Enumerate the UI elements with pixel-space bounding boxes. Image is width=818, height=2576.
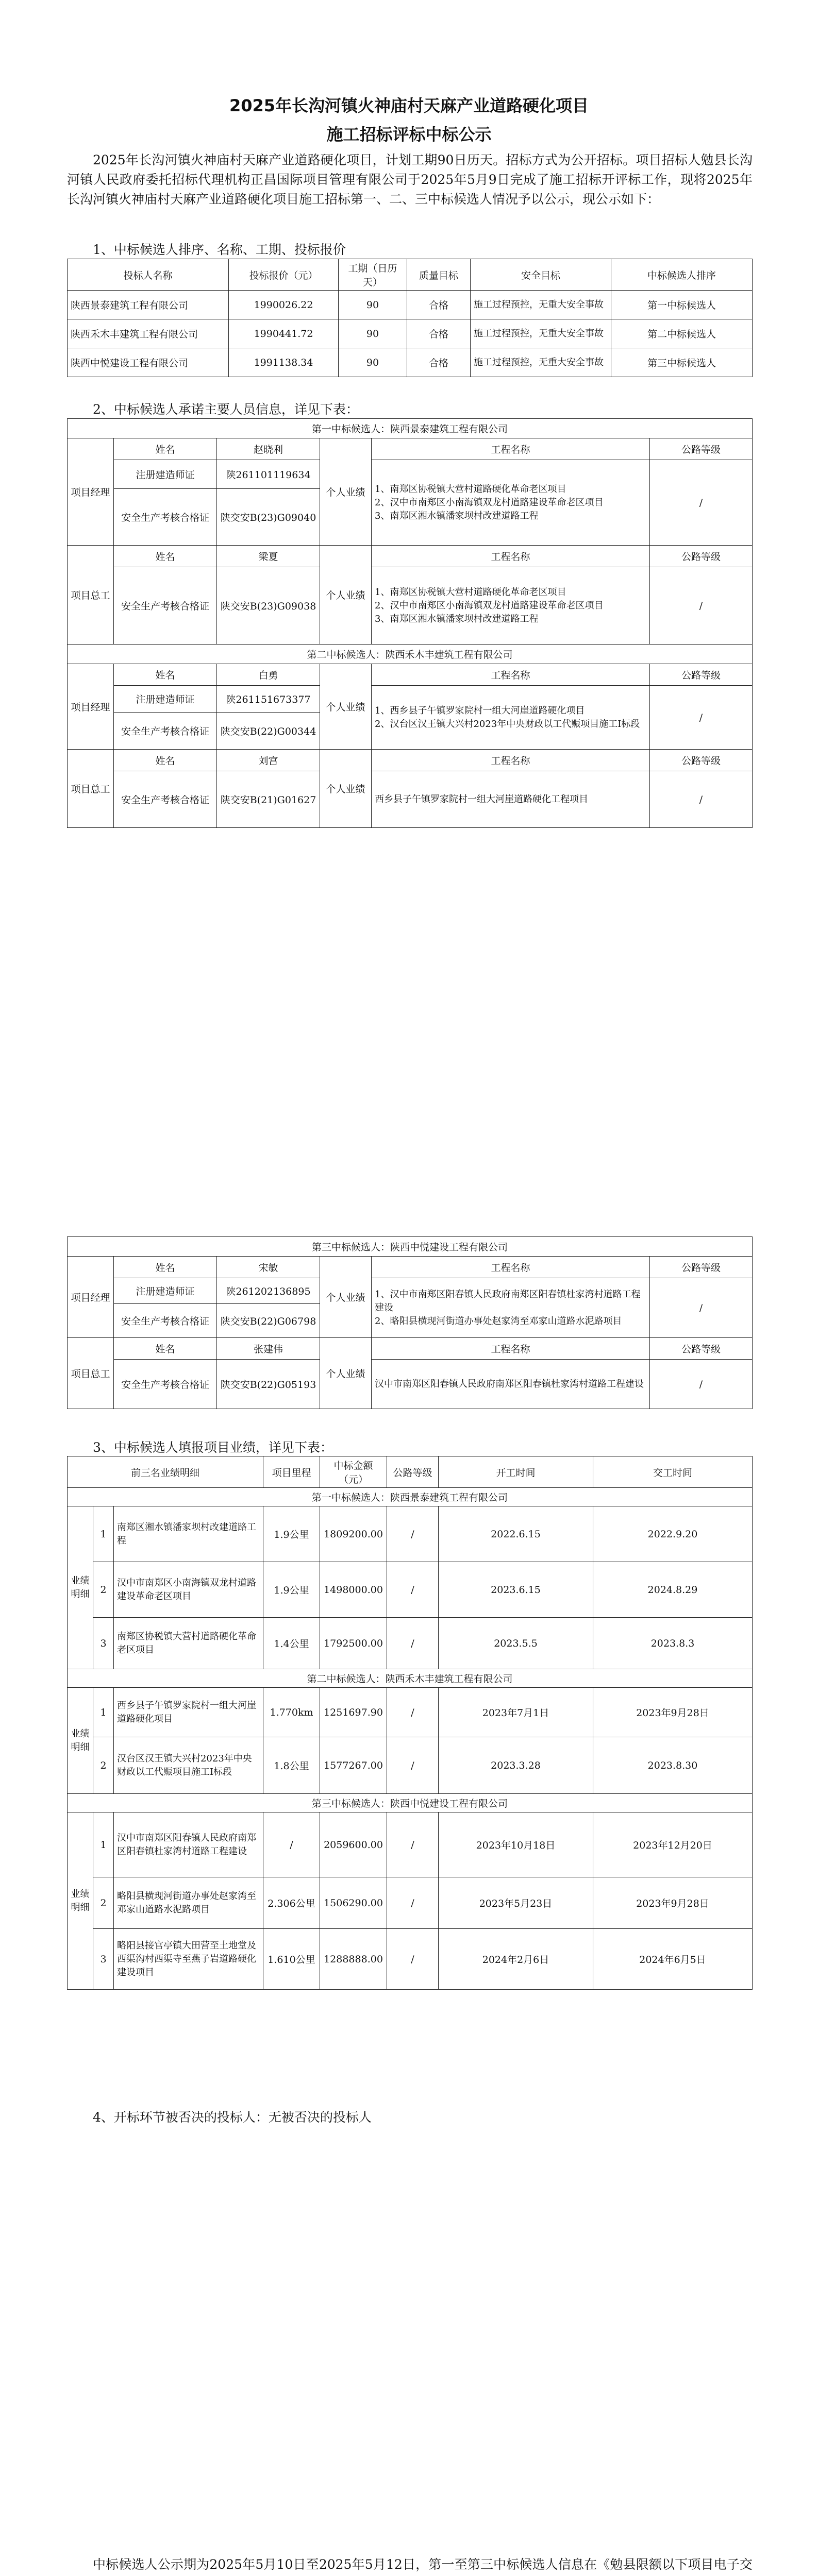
intro-paragraph: 2025年长沟河镇火神庙村天麻产业道路硬化项目，计划工期90日历天。招标方式为公开招标。项目招标人勉县长沟河镇人民政府委托招标代理机构正昌国际项目管理有限公司于2025年5月9日完成了施工招标开评标工作，现将2025年长沟河镇火神庙村天麻产业道路硬化项目施工招标第一、二、三中标候选人情况予以公示，现公示如下： <box>67 152 753 207</box>
performance-list: 西乡县子午镇罗家院村一组大河崖道路硬化工程项目 <box>372 771 650 828</box>
role-label: 项目经理 <box>68 664 114 750</box>
amount: 1498000.00 <box>320 1562 387 1618</box>
field-label: 公路等级 <box>650 1257 753 1278</box>
project-name: 西乡县子午镇罗家院村一组大河崖道路硬化项目 <box>114 1688 263 1737</box>
t1-cell: 第三中标候选人 <box>611 348 753 377</box>
field-label: 公路等级 <box>650 664 753 686</box>
end-date: 2024年6月5日 <box>593 1929 753 1990</box>
field-label: 安全生产考核合格证 <box>114 1360 217 1409</box>
table-row <box>68 291 753 319</box>
row-index: 3 <box>93 1618 114 1669</box>
role-label: 项目总工 <box>68 1338 114 1409</box>
project-name: 汉中市南郑区小南海镇双龙村道路建设革命老区项目 <box>114 1562 263 1618</box>
project-name: 南郑区协税镇大营村道路硬化革命老区项目 <box>114 1618 263 1669</box>
end-date: 2023.8.30 <box>593 1737 753 1794</box>
role-label: 项目经理 <box>68 1257 114 1338</box>
grade: / <box>387 1877 439 1929</box>
t3-header-mileage: 项目里程 <box>263 1456 320 1488</box>
field-label: 姓名 <box>114 546 217 567</box>
section-4-heading: 4、开标环节被否决的投标人：无被否决的投标人 <box>93 2110 372 2125</box>
field-label: 公路等级 <box>650 1338 753 1360</box>
field-label: 姓名 <box>114 1257 217 1278</box>
safety-cert: 陕交安B(22)G06798 <box>217 1304 320 1338</box>
person-name: 赵晓利 <box>217 438 320 460</box>
person-name: 宋敏 <box>217 1257 320 1278</box>
perf-group-1-band: 第一中标候选人：陕西景泰建筑工程有限公司 <box>68 1488 753 1506</box>
grade-value: / <box>650 1278 753 1338</box>
t1-cell: 施工过程预控，无重大安全事故 <box>471 348 611 377</box>
role-label: 项目总工 <box>68 750 114 828</box>
grade: / <box>387 1618 439 1669</box>
mileage: / <box>263 1812 320 1877</box>
table-row <box>68 348 753 377</box>
mileage: 1.9公里 <box>263 1506 320 1562</box>
grade-value: / <box>650 1360 753 1409</box>
t1-cell: 90 <box>339 291 407 319</box>
t1-header-price: 投标报价（元） <box>229 259 339 291</box>
row-index: 3 <box>93 1929 114 1990</box>
field-label: 公路等级 <box>650 438 753 460</box>
t1-cell: 90 <box>339 348 407 377</box>
grade: / <box>387 1562 439 1618</box>
field-label: 安全生产考核合格证 <box>114 771 217 828</box>
cert-number: 陕261202136895 <box>217 1278 320 1304</box>
field-label: 工程名称 <box>372 1338 650 1360</box>
table-row <box>68 1737 753 1794</box>
field-label: 个人业绩 <box>320 1338 372 1409</box>
candidate-3-band: 第三中标候选人：陕西中悦建设工程有限公司 <box>68 1237 753 1257</box>
table-row <box>68 1562 753 1618</box>
field-label: 工程名称 <box>372 1257 650 1278</box>
field-label: 个人业绩 <box>320 1257 372 1338</box>
table-row <box>68 1506 753 1562</box>
row-index: 1 <box>93 1812 114 1877</box>
bidders-ranking-table <box>67 259 753 377</box>
t3-header-start: 开工时间 <box>439 1456 593 1488</box>
field-label: 安全生产考核合格证 <box>114 1304 217 1338</box>
field-label: 安全生产考核合格证 <box>114 567 217 645</box>
cert-number: 陕261101119634 <box>217 460 320 489</box>
candidate-1-band: 第一中标候选人：陕西景泰建筑工程有限公司 <box>68 419 753 438</box>
t1-header-period: 工期（日历天） <box>339 259 407 291</box>
end-date: 2023年9月28日 <box>593 1688 753 1737</box>
field-label: 姓名 <box>114 750 217 771</box>
safety-cert: 陕交安B(23)G09040 <box>217 489 320 546</box>
field-label: 姓名 <box>114 1338 217 1360</box>
field-label: 个人业绩 <box>320 750 372 828</box>
field-label: 工程名称 <box>372 546 650 567</box>
table-row <box>68 1929 753 1990</box>
safety-cert: 陕交安B(22)G00344 <box>217 713 320 750</box>
role-label: 项目经理 <box>68 438 114 546</box>
row-group-label: 业绩明细 <box>68 1506 93 1669</box>
field-label: 姓名 <box>114 664 217 686</box>
t1-cell: 1990026.22 <box>229 291 339 319</box>
t1-cell: 陕西禾木丰建筑工程有限公司 <box>68 319 229 348</box>
section-3-heading: 3、中标候选人填报项目业绩，详见下表： <box>93 1440 333 1455</box>
field-label: 个人业绩 <box>320 664 372 750</box>
table-row <box>68 1877 753 1929</box>
grade: / <box>387 1688 439 1737</box>
mileage: 1.4公里 <box>263 1618 320 1669</box>
person-name: 梁夏 <box>217 546 320 567</box>
t1-cell: 第一中标候选人 <box>611 291 753 319</box>
section-2-heading: 2、中标候选人承诺主要人员信息，详见下表： <box>93 402 359 417</box>
field-label: 注册建造师证 <box>114 460 217 489</box>
grade-value: / <box>650 567 753 645</box>
table-row <box>68 1812 753 1877</box>
safety-cert: 陕交安B(22)G05193 <box>217 1360 320 1409</box>
field-label: 工程名称 <box>372 750 650 771</box>
t1-cell: 施工过程预控，无重大安全事故 <box>471 291 611 319</box>
field-label: 公路等级 <box>650 546 753 567</box>
grade-value: / <box>650 686 753 750</box>
performance-list: 1、南郑区协税镇大营村道路硬化革命老区项目 2、汉中市南郑区小南海镇双龙村道路建设革命老区项目 3、南郑区湘水镇潘家坝村改建道路工程 <box>372 460 650 546</box>
field-label: 姓名 <box>114 438 217 460</box>
amount: 1251697.90 <box>320 1688 387 1737</box>
project-name: 略阳县横现河街道办事处赵家湾至邓家山道路水泥路项目 <box>114 1877 263 1929</box>
project-name: 汉台区汉王镇大兴村2023年中央财政以工代赈项目施工Ⅰ标段 <box>114 1737 263 1794</box>
mileage: 2.306公里 <box>263 1877 320 1929</box>
cert-number: 陕261151673377 <box>217 686 320 713</box>
start-date: 2023年5月23日 <box>439 1877 593 1929</box>
field-label: 注册建造师证 <box>114 686 217 713</box>
t1-cell: 合格 <box>407 319 471 348</box>
t1-header-safety: 安全目标 <box>471 259 611 291</box>
start-date: 2023.6.15 <box>439 1562 593 1618</box>
row-index: 1 <box>93 1506 114 1562</box>
t1-header-name: 投标人名称 <box>68 259 229 291</box>
end-date: 2024.8.29 <box>593 1562 753 1618</box>
field-label: 个人业绩 <box>320 546 372 645</box>
t3-header-grade: 公路等级 <box>387 1456 439 1488</box>
safety-cert: 陕交安B(21)G01627 <box>217 771 320 828</box>
end-date: 2022.9.20 <box>593 1506 753 1562</box>
performance-list: 1、汉中市南郑区阳春镇人民政府南郑区阳春镇杜家湾村道路工程建设 2、略阳县横现河街道办事处赵家湾至邓家山道路水泥路项目 <box>372 1278 650 1338</box>
row-index: 2 <box>93 1562 114 1618</box>
t1-cell: 合格 <box>407 291 471 319</box>
candidate-2-band: 第二中标候选人：陕西禾木丰建筑工程有限公司 <box>68 645 753 664</box>
mileage: 1.9公里 <box>263 1562 320 1618</box>
t1-header-quality: 质量目标 <box>407 259 471 291</box>
t1-cell: 90 <box>339 319 407 348</box>
start-date: 2022.6.15 <box>439 1506 593 1562</box>
grade-value: / <box>650 771 753 828</box>
perf-group-3-band: 第三中标候选人：陕西中悦建设工程有限公司 <box>68 1794 753 1812</box>
t3-header-detail: 前三名业绩明细 <box>68 1456 263 1488</box>
table-row <box>68 319 753 348</box>
project-name: 略阳县接官亭镇大田营至土地堂及西渠沟村西渠寺至燕子岩道路硬化建设项目 <box>114 1929 263 1990</box>
grade: / <box>387 1812 439 1877</box>
personnel-table-1 <box>67 418 753 828</box>
performance-list: 汉中市南郑区阳春镇人民政府南郑区阳春镇杜家湾村道路工程建设 <box>372 1360 650 1409</box>
t1-cell: 施工过程预控，无重大安全事故 <box>471 319 611 348</box>
t1-header-rank: 中标候选人排序 <box>611 259 753 291</box>
performance-list: 1、西乡县子午镇罗家院村一组大河崖道路硬化项目 2、汉台区汉王镇大兴村2023年中央财政以工代赈项目施工Ⅰ标段 <box>372 686 650 750</box>
t1-cell: 1991138.34 <box>229 348 339 377</box>
mileage: 1.8公里 <box>263 1737 320 1794</box>
field-label: 安全生产考核合格证 <box>114 713 217 750</box>
table-row <box>68 1618 753 1669</box>
project-name: 汉中市南郑区阳春镇人民政府南郑区阳春镇杜家湾村道路工程建设 <box>114 1812 263 1877</box>
amount: 2059600.00 <box>320 1812 387 1877</box>
t1-cell: 合格 <box>407 348 471 377</box>
field-label: 公路等级 <box>650 750 753 771</box>
doc-title-line2: 施工招标评标中标公示 <box>326 125 492 144</box>
amount: 1809200.00 <box>320 1506 387 1562</box>
field-label: 注册建造师证 <box>114 1278 217 1304</box>
row-group-label: 业绩明细 <box>68 1688 93 1794</box>
t3-header-amount: 中标金额（元） <box>320 1456 387 1488</box>
end-date: 2023年9月28日 <box>593 1877 753 1929</box>
t1-cell: 第二中标候选人 <box>611 319 753 348</box>
amount: 1577267.00 <box>320 1737 387 1794</box>
role-label: 项目总工 <box>68 546 114 645</box>
row-index: 2 <box>93 1877 114 1929</box>
grade: / <box>387 1506 439 1562</box>
grade-value: / <box>650 460 753 546</box>
performance-table <box>67 1456 753 1990</box>
row-group-label: 业绩明细 <box>68 1812 93 1990</box>
person-name: 张建伟 <box>217 1338 320 1360</box>
start-date: 2023年10月18日 <box>439 1812 593 1877</box>
start-date: 2023.5.5 <box>439 1618 593 1669</box>
grade: / <box>387 1929 439 1990</box>
t1-cell: 陕西景泰建筑工程有限公司 <box>68 291 229 319</box>
end-date: 2023年12月20日 <box>593 1812 753 1877</box>
performance-list: 1、南郑区协税镇大营村道路硬化革命老区项目 2、汉中市南郑区小南海镇双龙村道路建设革命老区项目 3、南郑区湘水镇潘家坝村改建道路工程 <box>372 567 650 645</box>
amount: 1792500.00 <box>320 1618 387 1669</box>
person-name: 白勇 <box>217 664 320 686</box>
perf-group-2-band: 第二中标候选人：陕西禾木丰建筑工程有限公司 <box>68 1669 753 1688</box>
safety-cert: 陕交安B(23)G09038 <box>217 567 320 645</box>
mileage: 1.610公里 <box>263 1929 320 1990</box>
personnel-table-2 <box>67 1236 753 1409</box>
start-date: 2023年7月1日 <box>439 1688 593 1737</box>
person-name: 刘宫 <box>217 750 320 771</box>
row-index: 1 <box>93 1688 114 1737</box>
section-1-heading: 1、中标候选人排序、名称、工期、投标报价 <box>93 242 346 257</box>
t1-cell: 陕西中悦建设工程有限公司 <box>68 348 229 377</box>
doc-title-line1: 2025年长沟河镇火神庙村天麻产业道路硬化项目 <box>229 96 589 115</box>
end-date: 2023.8.3 <box>593 1618 753 1669</box>
grade: / <box>387 1737 439 1794</box>
t3-header-end: 交工时间 <box>593 1456 753 1488</box>
row-index: 2 <box>93 1737 114 1794</box>
amount: 1506290.00 <box>320 1877 387 1929</box>
table-row <box>68 1688 753 1737</box>
t1-cell: 1990441.72 <box>229 319 339 348</box>
field-label: 工程名称 <box>372 438 650 460</box>
field-label: 工程名称 <box>372 664 650 686</box>
mileage: 1.770km <box>263 1688 320 1737</box>
field-label: 个人业绩 <box>320 438 372 546</box>
field-label: 安全生产考核合格证 <box>114 489 217 546</box>
project-name: 南郑区湘水镇潘家坝村改建道路工程 <box>114 1506 263 1562</box>
amount: 1288888.00 <box>320 1929 387 1990</box>
start-date: 2024年2月6日 <box>439 1929 593 1990</box>
notice-paragraph: 中标候选人公示期为2025年5月10日至2025年5月12日，第一至第三中标候选人信息在《勉县限额以下项目电子交 <box>93 2557 753 2572</box>
start-date: 2023.3.28 <box>439 1737 593 1794</box>
